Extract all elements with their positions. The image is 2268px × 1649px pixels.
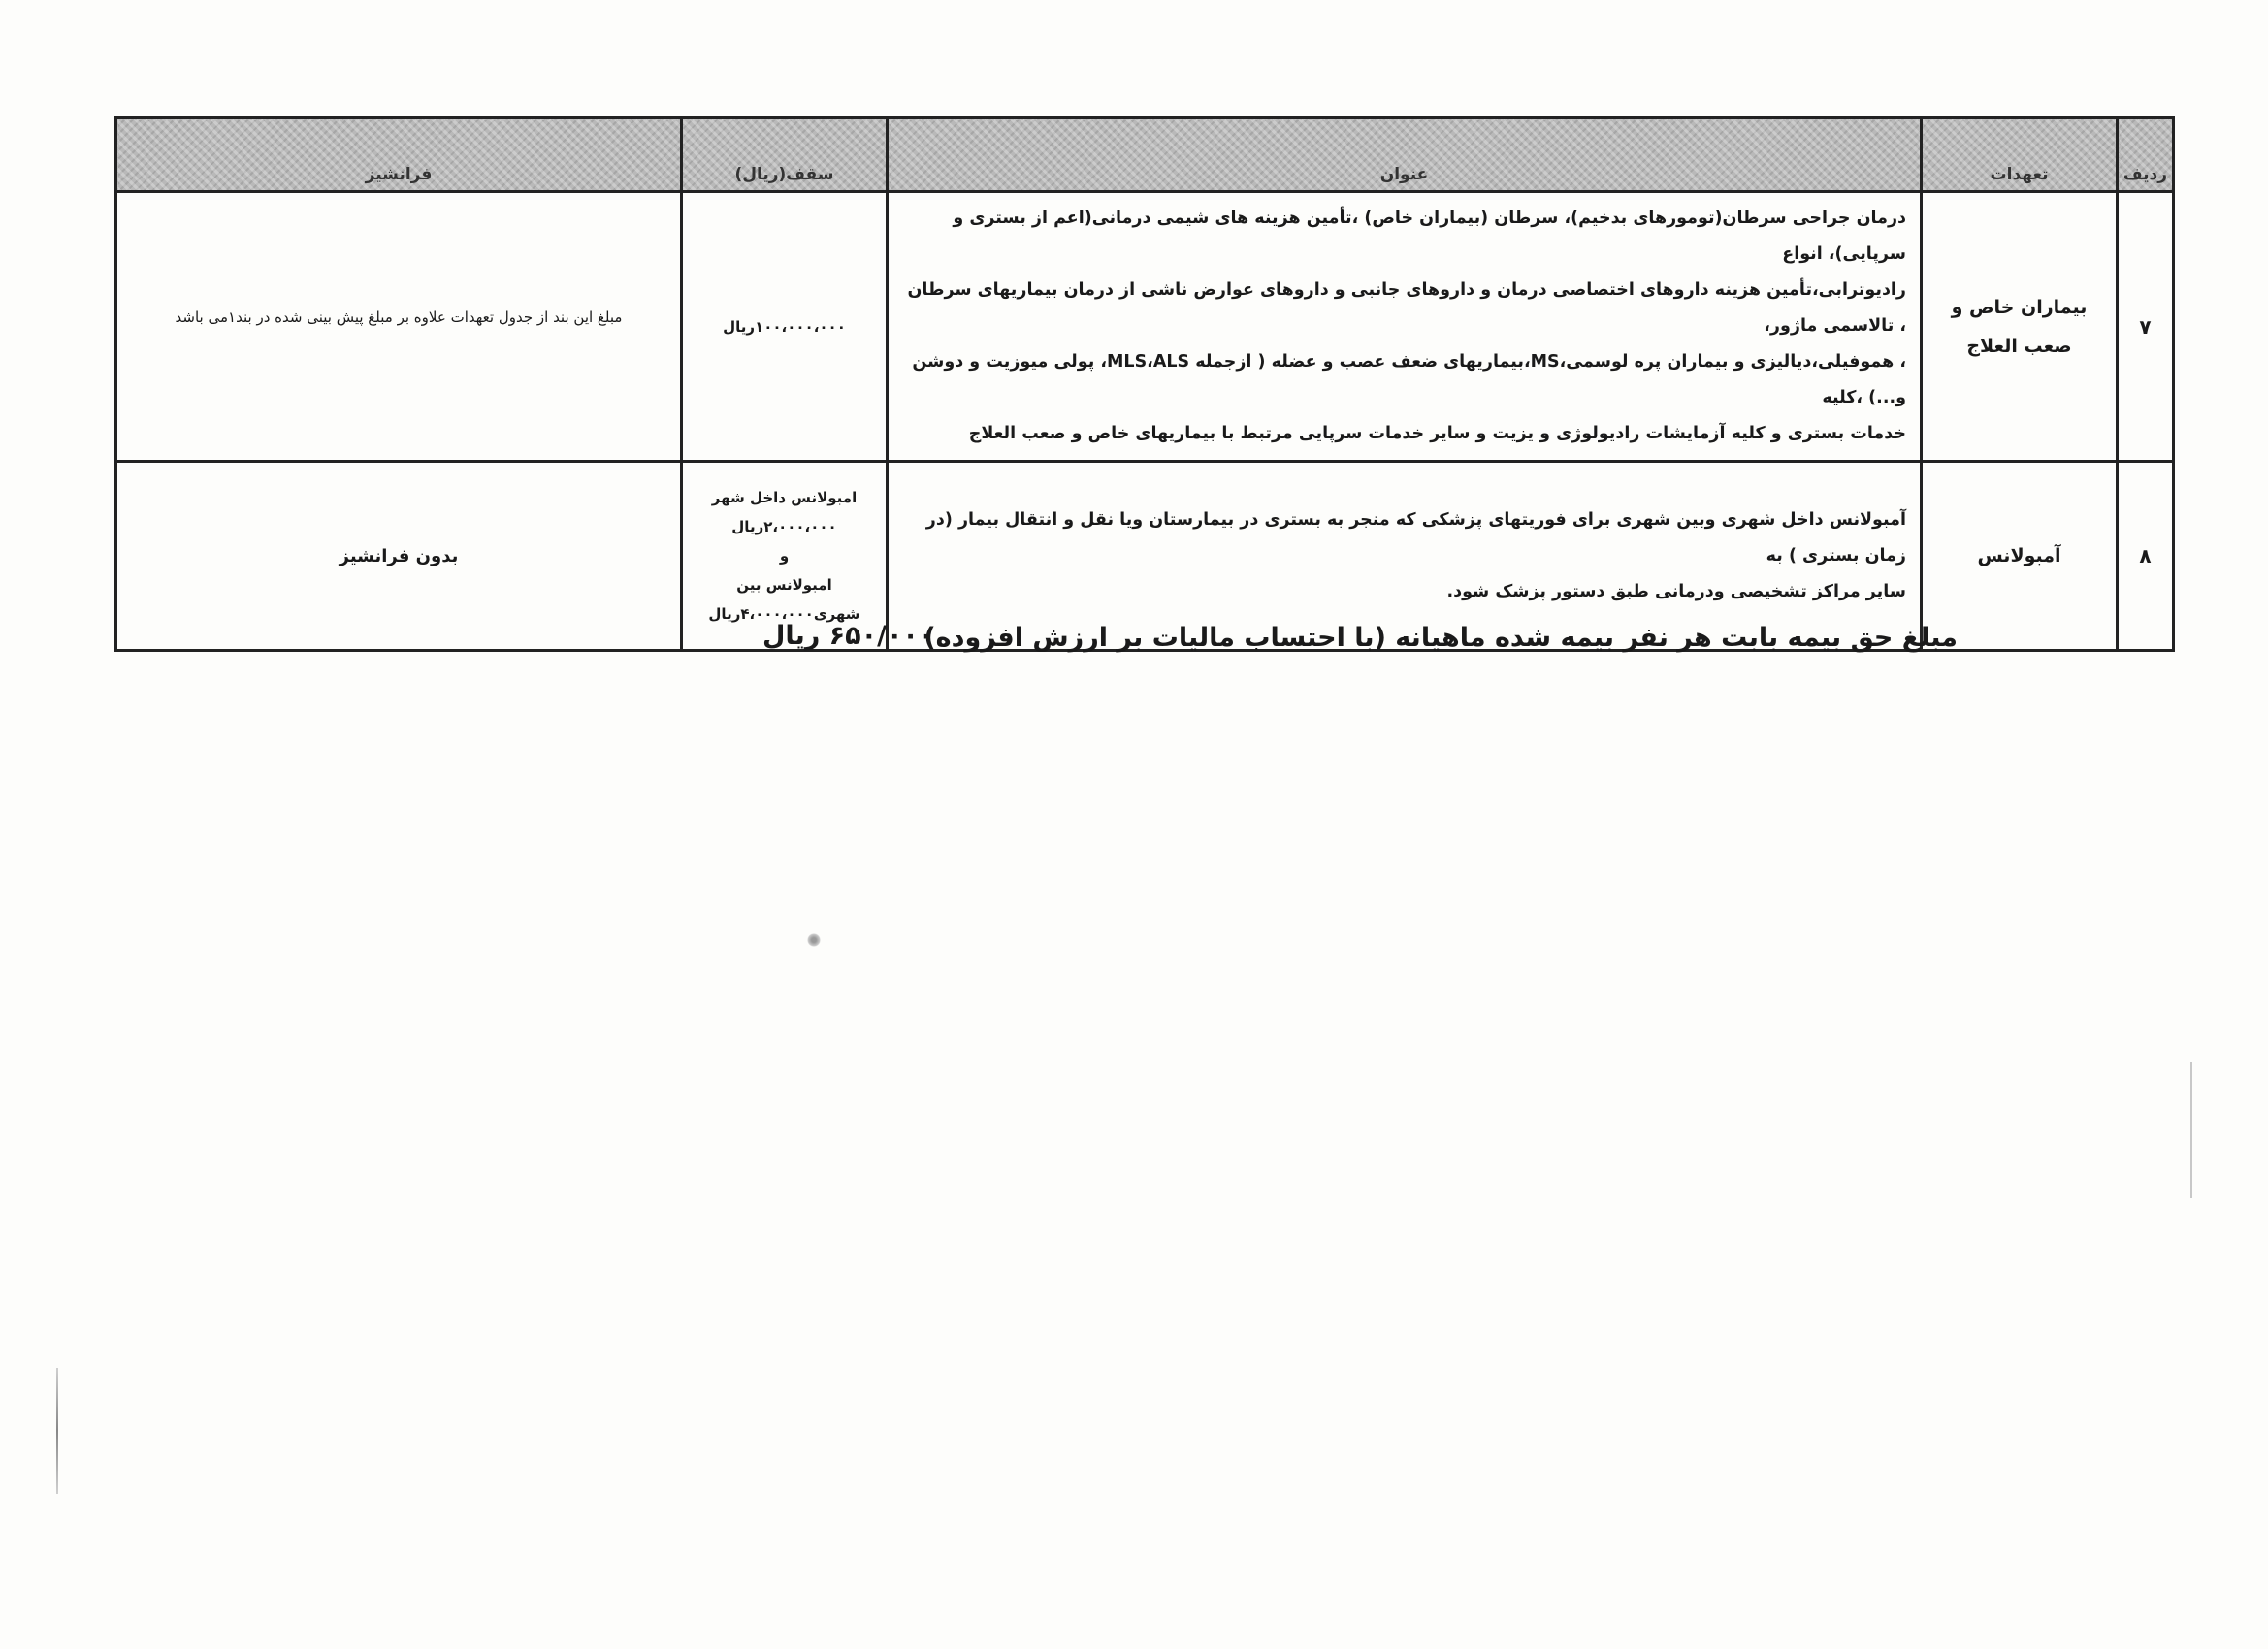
obligation-line: صعب العلاج — [1966, 335, 2072, 357]
table-header-row — [116, 118, 2174, 192]
row-number: ۸ — [2118, 462, 2174, 651]
title-line: رادیوترابی،تأمین هزینه داروهای اختصاصی درمان و داروهای جانبی و داروهای عوارض ناشی از درمان بیماریهای سرطان ، تالاسمی ماژور، — [907, 280, 1906, 336]
cap-line: امبولانس بین — [736, 576, 832, 594]
cap-line: امبولانس داخل شهر — [711, 489, 858, 506]
obligation-line: بیماران خاص و — [1951, 296, 2088, 318]
header-title: عنوان — [888, 118, 1922, 192]
cap-line: ۱۰۰،۰۰۰،۰۰۰ریال — [723, 317, 846, 336]
header-row-number: ردیف — [2118, 118, 2174, 192]
deductible-cell: بدون فرانشیز — [116, 462, 682, 651]
deductible-cell: مبلغ این بند از جدول تعهدات علاوه بر مبلغ پیش بینی شده در بند۱می باشد — [116, 192, 682, 462]
row-number: ۷ — [2118, 192, 2174, 462]
cap-cell — [682, 192, 888, 462]
obligations-table — [114, 116, 2175, 652]
scan-edge-tick — [2190, 1062, 2192, 1198]
title-cell — [888, 192, 1922, 462]
header-deductible: فرانشیز — [116, 118, 682, 192]
premium-label: مبلغ حق بیمه بابت هر نفر بیمه شده ماهیانه (با احتساب مالیات بر ارزش افزوده) — [923, 623, 1958, 653]
cap-line: و — [779, 547, 790, 565]
title-line: ، هموفیلی،دیالیزی و بیماران پره لوسمی،MS،بیماریهای ضعف عصب و عضله ( ازجمله MLS،ALS، پولی میوزیت و دوشن و...) ،کلیه — [912, 352, 1906, 407]
cap-line: شهری۴،۰۰۰،۰۰۰ریال — [708, 605, 860, 623]
table-row — [116, 192, 2174, 462]
title-line: آمبولانس داخل شهری وبین شهری برای فوریتهای پزشکی که منجر به بستری در بیمارستان ویا نقل و انتقال بیمار (در زمان بستری ) به — [925, 509, 1906, 566]
premium-amount: ۶۵۰/۰۰۰ ریال — [762, 621, 935, 651]
title-line: خدمات بستری و کلیه آزمایشات رادیولوژی و یزیت و سایر خدمات سرپایی مرتبط با بیماریهای خاص و صعب العلاج — [968, 424, 1906, 443]
header-cap: سقف(ریال) — [682, 118, 888, 192]
title-line: سایر مراکز تشخیصی ودرمانی طبق دستور پزشک شود. — [1446, 581, 1906, 601]
header-obligations: تعهدات — [1922, 118, 2118, 192]
obligation-cell — [1922, 192, 2118, 462]
scan-edge-mark — [56, 1368, 58, 1494]
title-line: درمان جراحی سرطان(تومورهای بدخیم)، سرطان (بیماران خاص) ،تأمین هزینه های شیمی درمانی(اعم از بستری و سرپایی)، انواع — [953, 209, 1906, 264]
scan-speck — [807, 933, 821, 947]
cap-line: ۲،۰۰۰،۰۰۰ریال — [731, 518, 837, 535]
obligation-line: آمبولانس — [1977, 545, 2061, 566]
